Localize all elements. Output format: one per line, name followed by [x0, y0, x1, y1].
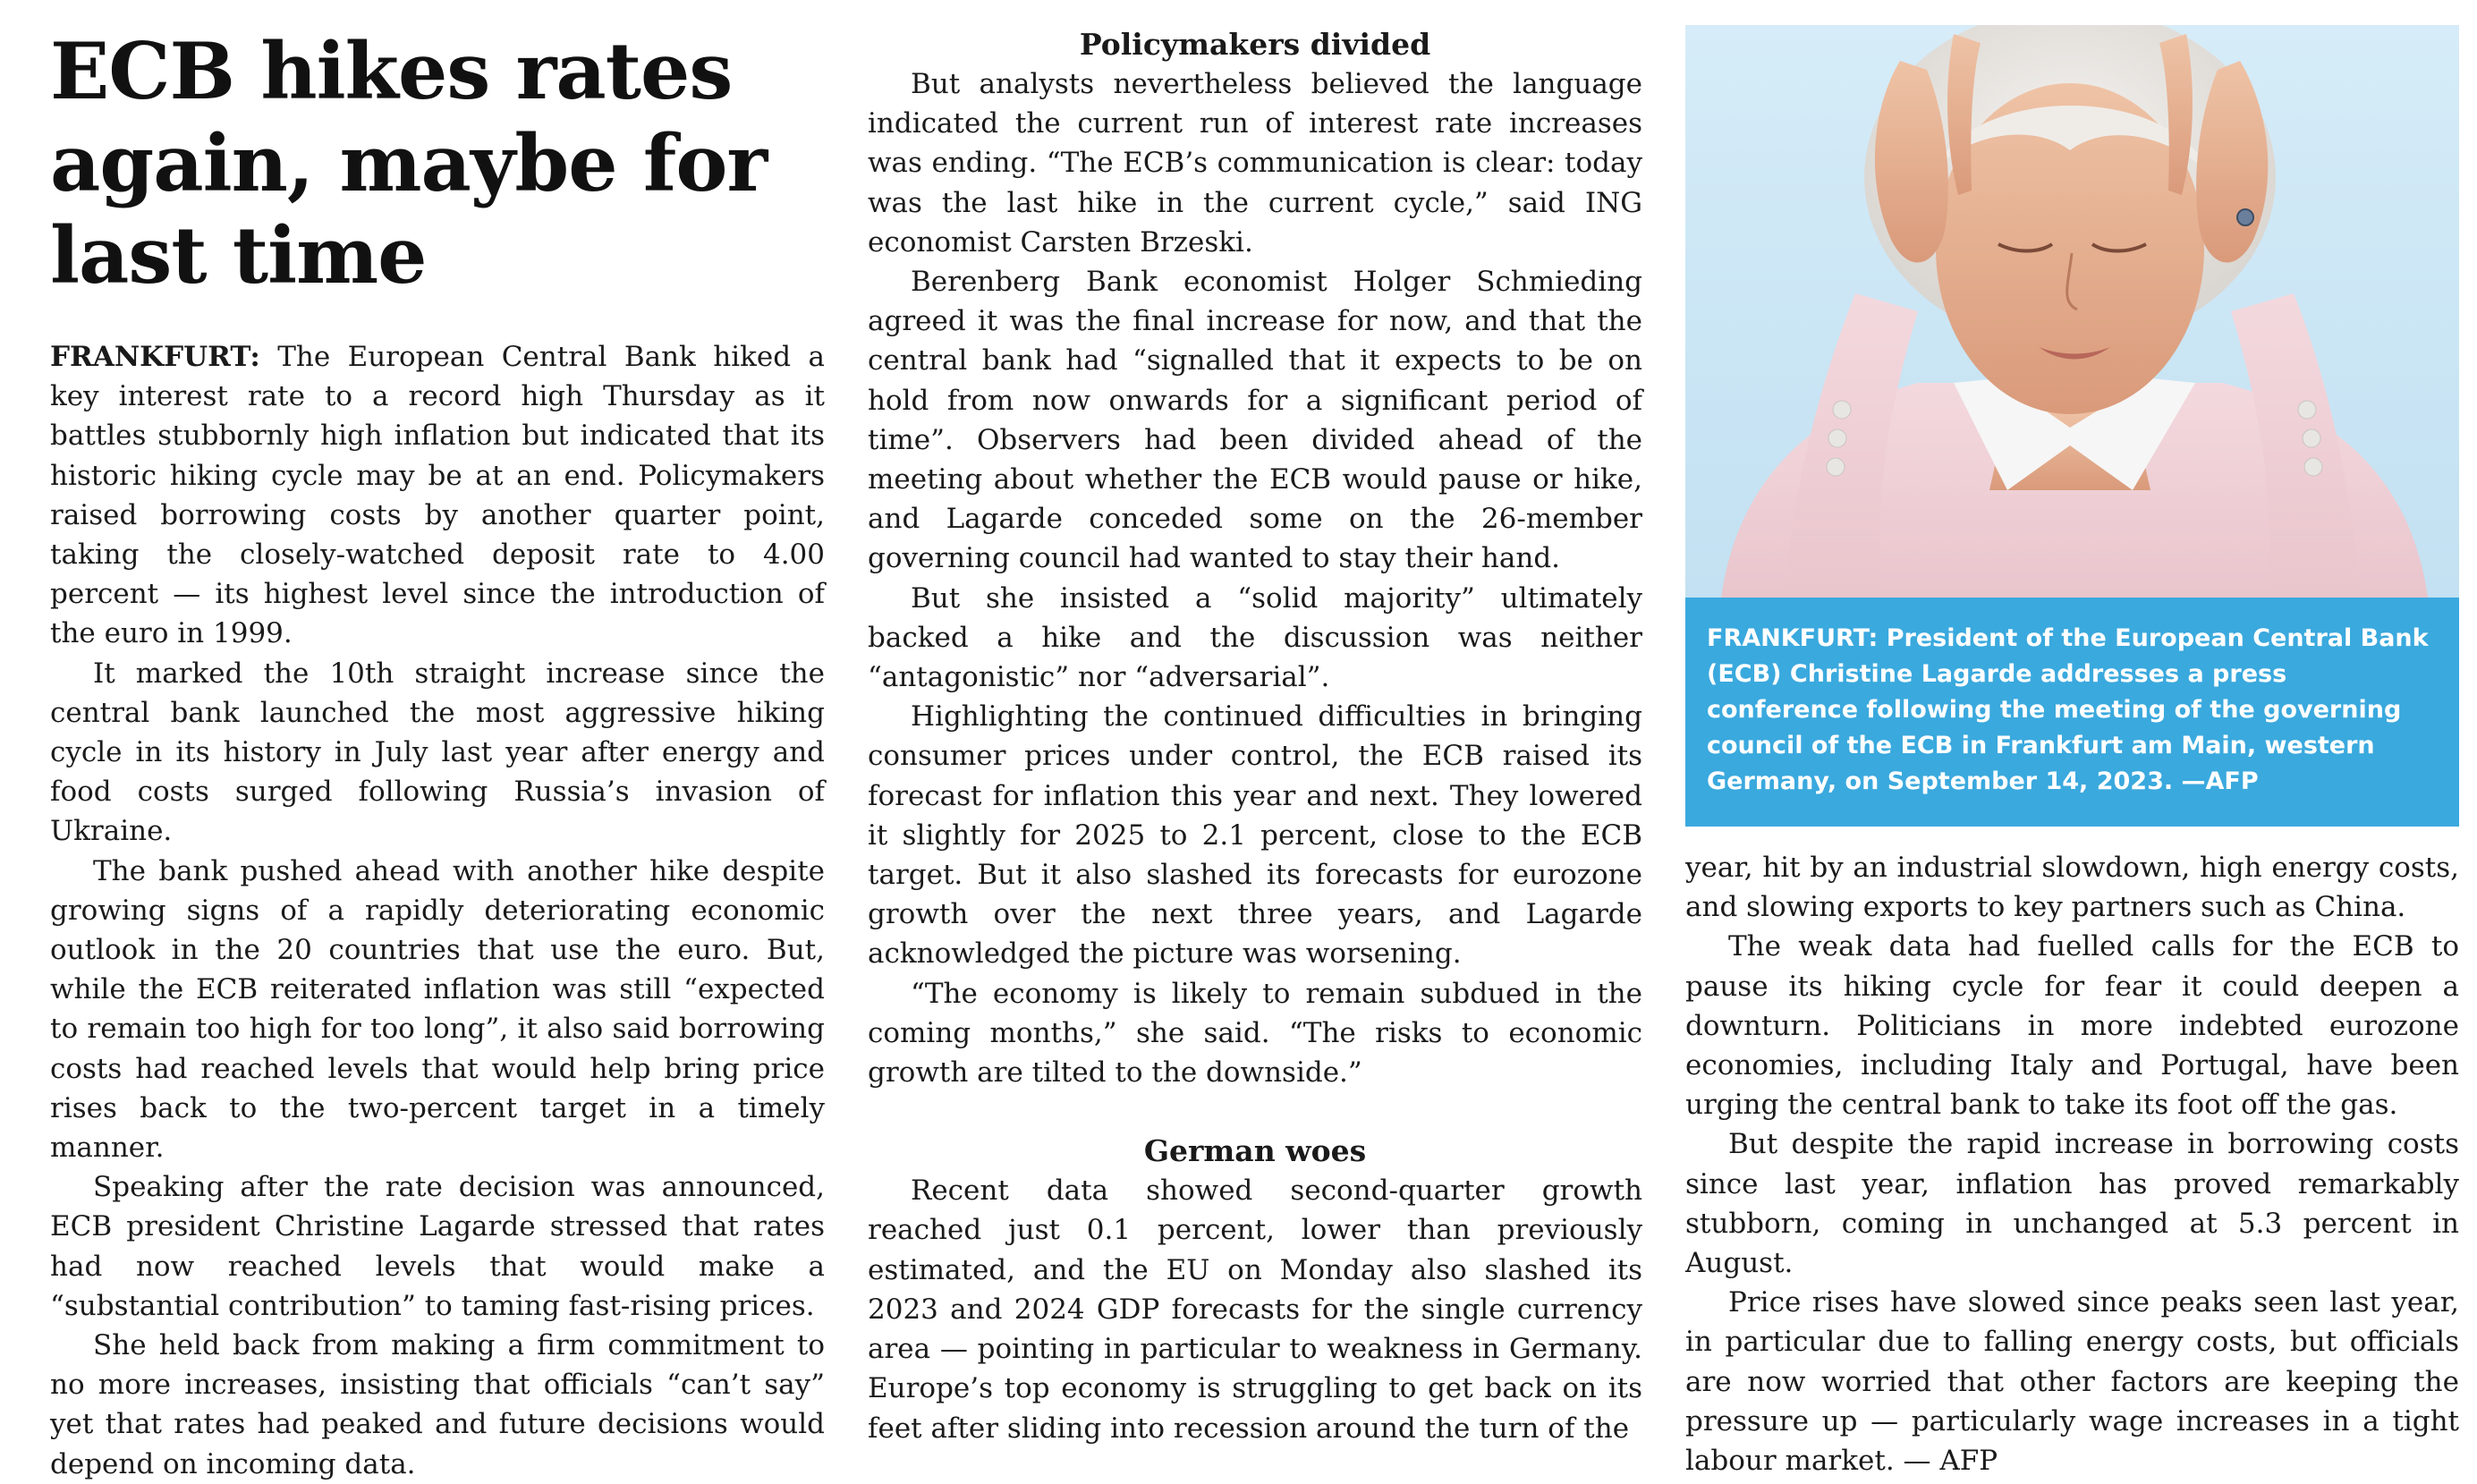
paragraph: But despite the rapid increase in borrowing costs since last year, inflation has proved remarkably stubborn, coming in unchanged at 5.3 percent in August.: [1685, 1128, 2459, 1280]
paragraph: “The economy is likely to remain subdued in the coming months,” she said. “The risks to economic growth are tilted to the downside.”: [868, 977, 1642, 1090]
headline: ECB hikes rates again, maybe for last time: [50, 25, 768, 301]
column-1: [50, 25, 825, 1484]
paragraph: The weak data had fuelled calls for the ECB to pause its hiking cycle for fear it could deepen a downturn. Politicians in more indebted eurozone economies, including Italy and Portugal, have been urging the central bank to take its foot off the gas.: [1685, 930, 2459, 1122]
paragraph: Highlighting the continued difficulties in bringing consumer prices under control, the ECB raised its forecast for inflation this year and next. They lowered it slightly for 2025 to 2.1 percent, close to the ECB target. But it also slashed its forecasts for eurozone growth over the next three years, and Lagarde acknowledged the picture was worsening.: [868, 700, 1642, 971]
photo-illustration: [1685, 25, 2459, 598]
paragraph: But analysts nevertheless believed the language indicated the current run of interest rate increases was ending. “The ECB’s communication is clear: today was the last hike in the current cycle,” said ING economist Carsten Brzeski.: [868, 68, 1642, 259]
paragraph: Berenberg Bank economist Holger Schmieding agreed it was the final increase for now, and that the central bank had “signalled that it expects to be on hold from now onwards for a significant period of time”. Observers had been divided ahead of the meeting about whether the ECB would pause or hike, and Lagarde conceded some on the 26-member governing council had wanted to stay their hand.: [868, 266, 1642, 575]
article-body-col2a: [868, 64, 1642, 1092]
lead-text: The European Central Bank hiked a key interest rate to a record high Thursday as it battles stubbornly high inflation but indicated that its historic hiking cycle may be at an end. Policymakers raised borrowing costs by another quarter point, taking the closely-watched deposit rate to 4.00 percent — its highest level since the introduction of the euro in 1999.: [50, 341, 825, 650]
news-photo: [1685, 25, 2459, 598]
subhead-german-woes: German woes: [1143, 1133, 1367, 1169]
lead-paragraph: [50, 337, 825, 654]
column-2: [868, 25, 1642, 1448]
photo-caption: FRANKFURT: President of the European Central Bank (ECB) Christine Lagarde addresses a press conference following the meeting of the governing council of the ECB in Frankfurt am Main, western Germany, on September 14, 2023. —AFP: [1685, 598, 2459, 827]
dateline: FRANKFURT:: [50, 341, 260, 373]
paragraph: She held back from making a firm commitment to no more increases, insisting that officials “can’t say” yet that rates had peaked and future decisions would depend on incoming data.: [50, 1329, 825, 1480]
paragraph: year, hit by an industrial slowdown, high energy costs, and slowing exports to key partners such as China.: [1685, 852, 2459, 924]
article-body-col2b: [868, 1171, 1642, 1447]
paragraph: Price rises have slowed since peaks seen last year, in particular due to falling energy costs, but officials are now worried that other factors are keeping the pressure up — particularly wage increases in a tight labour market. — AFP: [1685, 1286, 2459, 1478]
paragraph: It marked the 10th straight increase since the central bank launched the most aggressive hiking cycle in its history in July last year after energy and food costs surged following Russia’s invasion of Ukraine.: [50, 657, 825, 848]
paragraph: Speaking after the rate decision was announced, ECB president Christine Lagarde stressed that rates had now reached levels that would make a “substantial contribution” to taming fast-rising prices.: [50, 1171, 825, 1322]
article-body-col3: [1685, 848, 2459, 1480]
paragraph: The bank pushed ahead with another hike despite growing signs of a rapidly deteriorating economic outlook in the 20 countries that use the euro. But, while the ECB reiterated inflation was still “expected to remain too high for too long”, it also said borrowing costs had reached levels that would help bring price rises back to the two-percent target in a timely manner.: [50, 854, 825, 1165]
subhead-policymakers: Policymakers divided: [1079, 27, 1431, 62]
paragraph: Recent data showed second-quarter growth reached just 0.1 percent, lower than previously estimated, and the EU on Monday also slashed its 2023 and 2024 GDP forecasts for the single currency area — pointing in particular to weakness in Germany. Europe’s top economy is struggling to get back on its feet after sliding into recession around the turn of the: [868, 1174, 1642, 1445]
paragraph: But she insisted a “solid majority” ultimately backed a hike and the discussion was neither “antagonistic” nor “adversarial”.: [868, 581, 1642, 694]
column-3: [1685, 25, 2459, 1480]
article-body-col1: [50, 337, 825, 1484]
